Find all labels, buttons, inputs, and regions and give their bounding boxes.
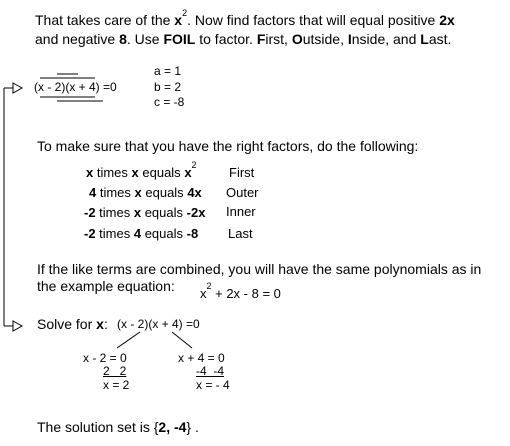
factor: 4 <box>133 226 142 241</box>
arrow-head-icon <box>13 83 22 93</box>
product: -8 <box>186 226 199 241</box>
intro-text: ast. <box>428 31 452 47</box>
term-bold: 2x <box>439 12 455 28</box>
coefficient-b: b = 2 <box>154 80 182 94</box>
solution-text: } . <box>186 419 199 435</box>
foil-tag-last: Last <box>228 226 253 241</box>
right-eq-1: x + 4 = 0 <box>178 351 225 365</box>
right-eq-2: -4 -4 <box>196 364 225 378</box>
equation-rest: + 2x - 8 = 0 <box>211 286 281 301</box>
left-eq-2: 2 2 <box>103 364 127 378</box>
branch-line-right <box>172 332 192 348</box>
combine-line-1: If the like terms are combined, you will have the same polynomials as in <box>37 261 482 277</box>
foil-letter: I <box>347 31 352 47</box>
branch-line-left <box>117 332 140 348</box>
word: times <box>96 185 135 200</box>
factor: x <box>131 165 139 180</box>
combine-line-2: the example equation: <box>37 278 175 294</box>
word: equals <box>141 205 187 220</box>
right-eq-3: x = - 4 <box>196 378 230 392</box>
product: 4x <box>187 185 202 200</box>
solve-text: : <box>103 316 108 332</box>
word: times <box>95 226 134 241</box>
intro-text: utside, <box>302 31 348 47</box>
intro-text: . Now find factors that will equal positive <box>187 12 440 28</box>
exponent: 2 <box>206 281 212 291</box>
word: times <box>95 205 134 220</box>
foil-tag-inner: Inner <box>226 204 256 219</box>
factor: 4 <box>89 185 97 200</box>
factor: x <box>133 205 142 220</box>
factor: -2 <box>84 205 96 220</box>
x-variable: x <box>96 316 104 332</box>
word: equals <box>141 226 187 241</box>
intro-text: and negative <box>35 31 120 47</box>
product: -2x <box>186 205 206 220</box>
foil-letter: F <box>256 31 266 47</box>
term-bold: 8 <box>119 31 127 47</box>
coefficient-c: c = -8 <box>154 95 185 109</box>
foil-tag-outer: Outer <box>226 185 259 200</box>
word: equals <box>138 165 185 180</box>
foil-word: FOIL <box>163 31 196 47</box>
solution-text: The solution set is { <box>37 419 159 435</box>
intro-text: . Use <box>126 31 164 47</box>
word: times <box>93 165 132 180</box>
left-eq-1: x - 2 = 0 <box>83 351 127 365</box>
x-variable: x <box>200 286 207 301</box>
product: x <box>184 165 192 180</box>
intro-text: to factor. <box>195 31 257 47</box>
solution-values: 2, -4 <box>158 419 187 435</box>
factor: x <box>134 185 142 200</box>
intro-text: nside, and <box>351 31 421 47</box>
factored-expression: (x - 2)(x + 4) =0 <box>34 80 117 94</box>
arrow-head-icon <box>13 321 22 331</box>
exponent: 2 <box>182 8 188 18</box>
coefficient-a: a = 1 <box>154 64 182 78</box>
solve-text: Solve for <box>37 316 97 332</box>
intro-text: irst, <box>265 31 292 47</box>
instruction-text: To make sure that you have the right factors, do the following: <box>37 138 419 154</box>
left-eq-3: x = 2 <box>103 378 130 392</box>
x-variable: x <box>174 12 183 28</box>
exponent: 2 <box>191 160 197 170</box>
foil-letter: O <box>291 31 303 47</box>
word: equals <box>141 185 188 200</box>
factor: -2 <box>84 226 96 241</box>
intro-text: That takes care of the <box>35 12 175 28</box>
factor: x <box>86 165 94 180</box>
foil-letter: L <box>420 31 429 47</box>
solve-expression: (x - 2)(x + 4) =0 <box>117 317 200 331</box>
foil-tag-first: First <box>229 165 255 180</box>
